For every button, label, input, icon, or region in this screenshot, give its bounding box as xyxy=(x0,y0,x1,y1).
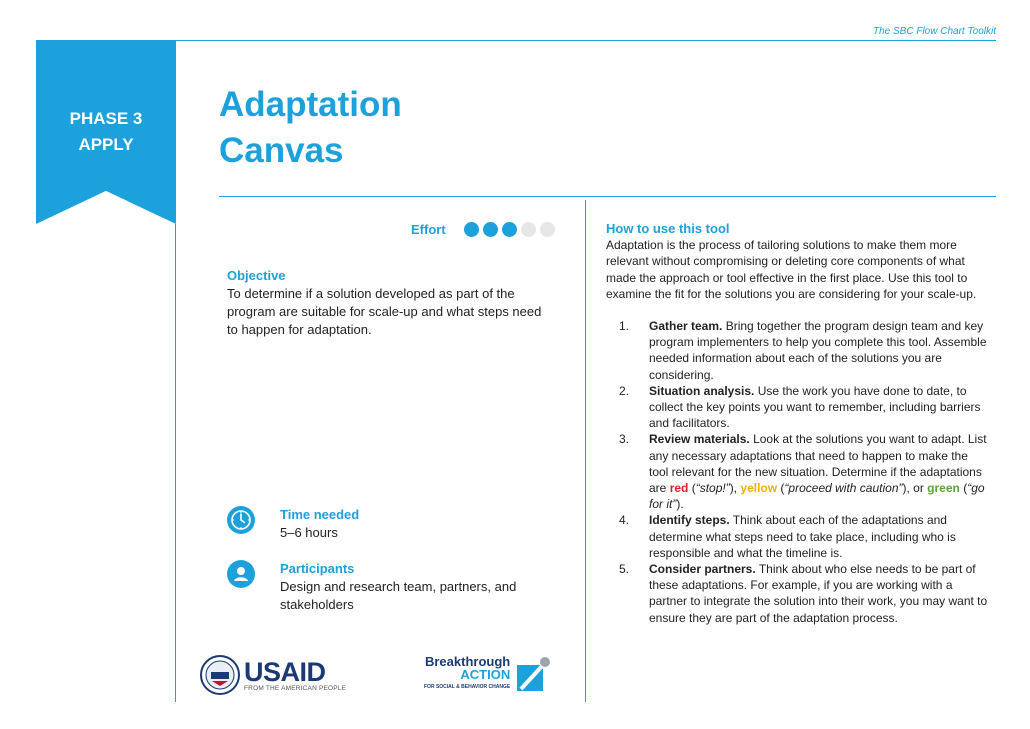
list-item xyxy=(606,318,988,383)
status-yellow: yellow xyxy=(740,481,778,496)
how-to-heading: How to use this tool xyxy=(606,221,730,236)
breakthrough-line1: Breakthrough xyxy=(424,654,511,669)
participants-value: Design and research team, partners, and stakeholders xyxy=(280,579,517,612)
effort-dot-empty xyxy=(521,222,536,237)
participants-text xyxy=(280,560,540,614)
step-number: 3. xyxy=(619,432,630,447)
left-divider xyxy=(175,224,176,702)
list-item xyxy=(606,383,988,432)
time-needed-heading: Time needed xyxy=(280,507,360,522)
status-red: red xyxy=(669,481,689,496)
effort-dot-filled xyxy=(502,222,517,237)
phase-label xyxy=(36,106,176,158)
breakthrough-mark-icon xyxy=(513,655,553,695)
status-green: green xyxy=(927,481,960,496)
effort-dots xyxy=(464,222,559,237)
effort-dot-filled xyxy=(483,222,498,237)
step-title: Consider partners. xyxy=(649,562,756,577)
effort-label: Effort xyxy=(411,222,446,237)
how-to-section xyxy=(606,221,988,626)
usaid-wordmark xyxy=(244,656,347,692)
step-title: Gather team. xyxy=(649,319,723,334)
list-item: 3. Review materials. Look at the solutions you want to adapt. List any necessary adaptations that need to happen to make the tool relevant for the new situation. Determine if the adaptations are red (“stop!”), yellow (“proceed with caution”), or green (“go for it”). xyxy=(619,432,987,512)
objective-section xyxy=(227,267,547,339)
step-text: Look at the solutions you want to adapt. List any necessary adaptations that need to happen to make the tool relevant for the new situation. Determine if the adaptations are xyxy=(649,432,987,496)
objective-heading: Objective xyxy=(227,268,286,283)
title-line-1: Adaptation xyxy=(219,85,402,124)
effort-dot-filled xyxy=(464,222,479,237)
phase-name: APPLY xyxy=(78,135,134,154)
phase-number: PHASE 3 xyxy=(69,109,143,128)
how-to-intro: Adaptation is the process of tailoring solutions to make them more relevant without compromising or deleting core components of what made the approach or tool effective in the first place. Use this tool to examine the fit for the solutions you are considering for your scale-up. xyxy=(606,238,977,301)
step-text: Bring together the program design team and key program implementers to help you complete this tool. Assemble needed information about each of the solutions you are considering. xyxy=(649,319,987,382)
top-divider xyxy=(176,40,996,41)
objective-text: To determine if a solution developed as part of the program are suitable for scale-up and what steps need to happen for adaptation. xyxy=(227,286,542,337)
step-number: 4. xyxy=(619,513,630,528)
status-red-note: “stop!” xyxy=(695,481,730,496)
time-needed-section xyxy=(227,506,359,542)
breakthrough-line3: FOR SOCIAL & BEHAVIOR CHANGE xyxy=(424,684,511,690)
step-text: Use the work you have done to date, to collect the key points you want to remember, including barriers and facilitators. xyxy=(649,383,981,431)
effort-dot-empty xyxy=(540,222,555,237)
status-yellow-note: “proceed with caution” xyxy=(784,481,903,496)
usaid-seal-icon xyxy=(200,655,240,695)
usaid-logo xyxy=(200,655,346,695)
list-item xyxy=(606,561,988,626)
participants-heading: Participants xyxy=(280,561,355,576)
breakthrough-wordmark xyxy=(424,655,510,694)
usaid-name: USAID xyxy=(244,656,326,687)
time-needed-text xyxy=(280,506,359,542)
step-text: Think about who else needs to be part of these adaptations. For example, if you are working with a partner to integrate the solution into their work, you may want to ensure they are part of the adaptation process. xyxy=(649,562,988,625)
breakthrough-line2: ACTION xyxy=(460,667,511,682)
page-title xyxy=(219,82,402,174)
title-line-2: Canvas xyxy=(219,131,344,170)
step-title: Identify steps. xyxy=(649,513,730,528)
time-needed-value: 5–6 hours xyxy=(280,525,338,540)
status-green-note: “go for it” xyxy=(649,481,985,512)
usaid-tagline: FROM THE AMERICAN PEOPLE xyxy=(244,684,347,692)
title-divider xyxy=(219,196,996,197)
step-number: 1. xyxy=(619,319,630,334)
step-title: Review materials. xyxy=(649,432,750,447)
list-item xyxy=(606,512,988,561)
breakthrough-action-logo xyxy=(424,655,553,695)
step-text: Think about each of the adaptations and determine what steps need to take place, including who is responsible and what the timeline is. xyxy=(649,513,956,560)
step-number: 2. xyxy=(619,383,630,398)
clock-icon xyxy=(227,506,255,534)
person-icon xyxy=(227,560,255,588)
toolkit-title: The SBC Flow Chart Toolkit xyxy=(872,26,996,37)
step-title: Situation analysis. xyxy=(649,383,755,398)
effort-rating xyxy=(411,222,559,237)
column-divider xyxy=(585,200,586,702)
steps-list xyxy=(606,318,988,626)
step-number: 5. xyxy=(619,562,630,577)
participants-section xyxy=(227,560,540,614)
